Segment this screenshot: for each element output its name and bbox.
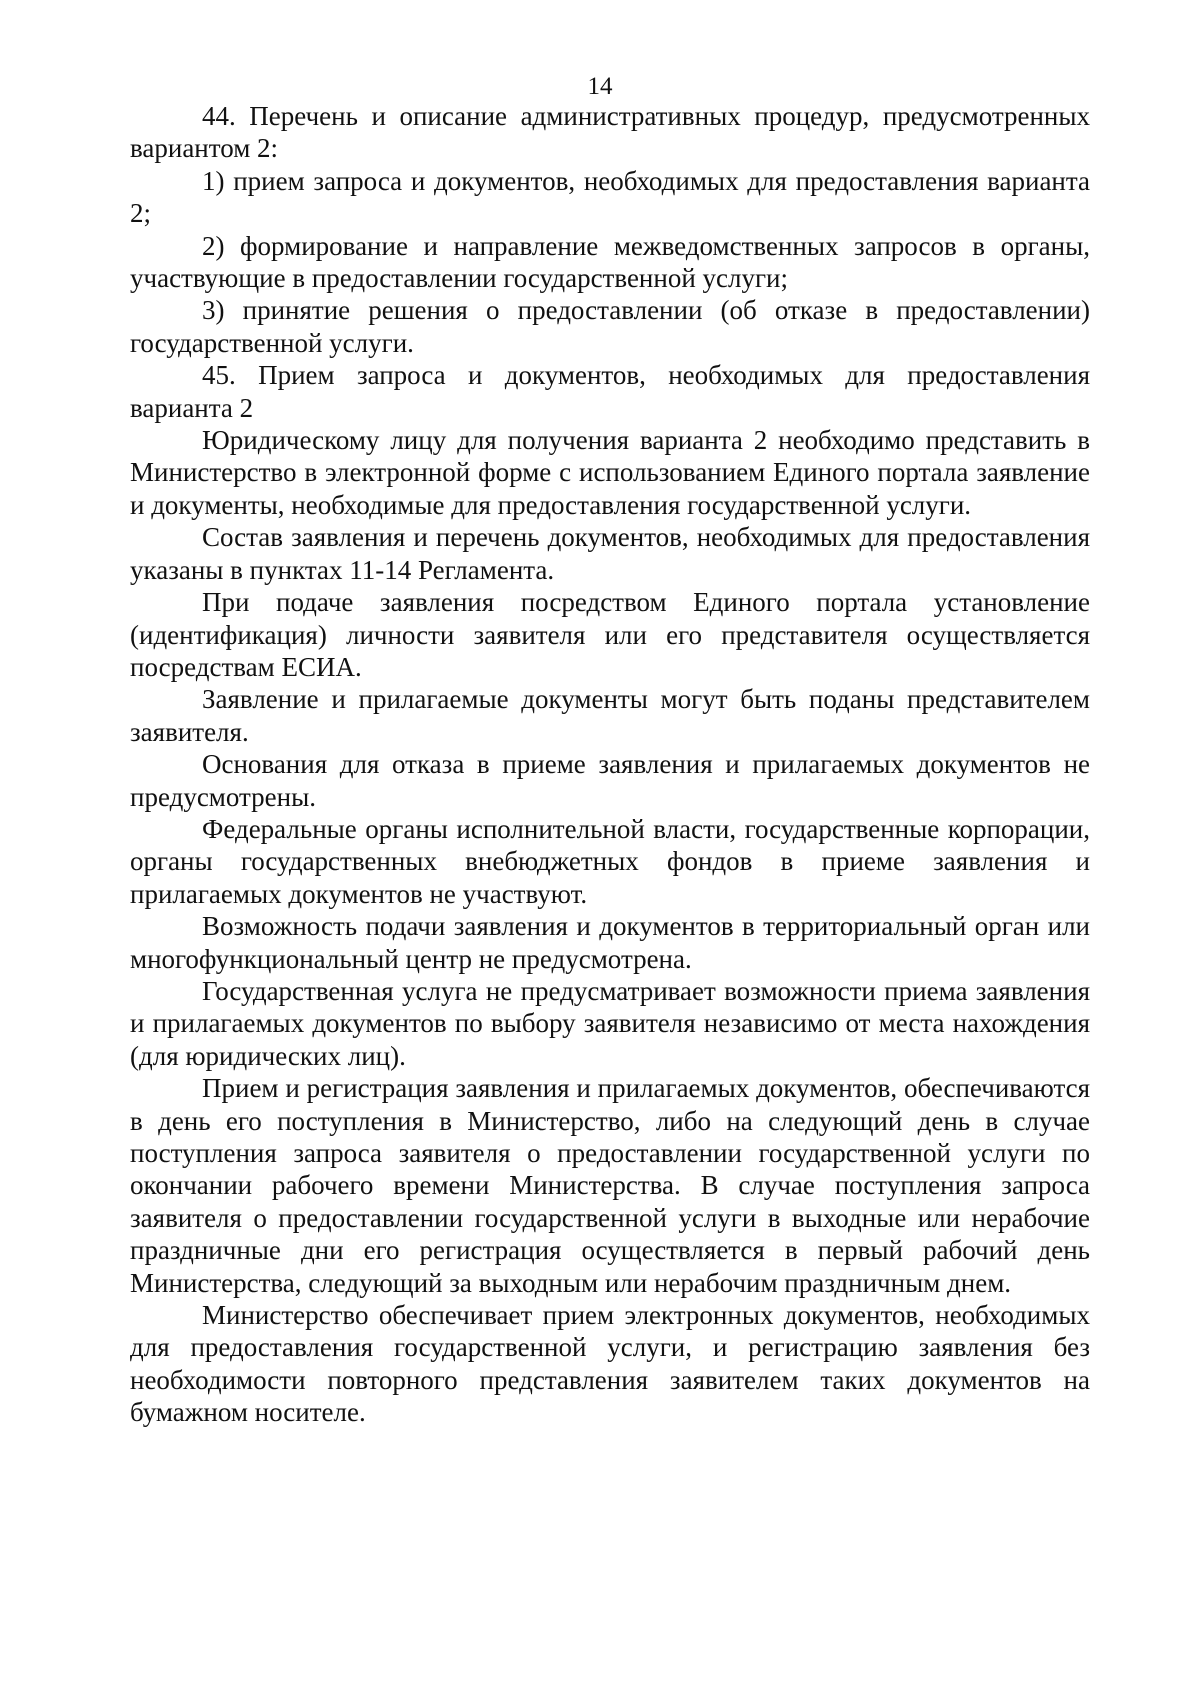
paragraph-refusal-grounds: Основания для отказа в приеме заявления и прилагаемых документов не предусмотрены. xyxy=(130,749,1090,812)
paragraph-45-heading: 45. Прием запроса и документов, необходимых для предоставления варианта 2 xyxy=(130,360,1090,423)
paragraph-representative: Заявление и прилагаемые документы могут быть поданы представителем заявителя. xyxy=(130,684,1090,747)
paragraph-federal-bodies: Федеральные органы исполнительной власти, государственные корпорации, органы государственных внебюджетных фондов в приеме заявления и прилагаемых документов не участвуют. xyxy=(130,813,1090,909)
paragraph-legal-entity: Юридическому лицу для получения варианта 2 необходимо представить в Министерство в электронной форме с использованием Единого портала заявление и документы, необходимые для предоставления государственной услуги. xyxy=(130,425,1090,520)
list-item-3: 3) принятие решения о предоставлении (об отказе в предоставлении) государственной услуги. xyxy=(130,295,1090,358)
paragraph-extraterritorial: Государственная услуга не предусматривает возможности приема заявления и прилагаемых документов по выбору заявителя независимо от места нахождения (для юридических лиц). xyxy=(130,975,1090,1071)
list-item-2: 2) формирование и направление межведомственных запросов в органы, участвующие в предоставлении государственной услуги; xyxy=(130,230,1090,294)
paragraph-registration: Прием и регистрация заявления и прилагаемых документов, обеспечиваются в день его поступления в Министерство, либо на следующий день в случае поступления запроса заявителя о предоставлении государственной услуги по окончании рабочего времени Министерства. В случае поступления запроса заявителя о предоставлении государственной услуги в выходные или нерабочие праздничные дни его регистрация осуществляется в первый рабочий день Министерства, следующий за выходным или нерабочим праздничным днем. xyxy=(130,1073,1090,1298)
paragraph-electronic-docs: Министерство обеспечивает прием электронных документов, необходимых для предоставления государственной услуги, и регистрацию заявления без необходимости повторного представления заявителем таких документов на бумажном носителе. xyxy=(130,1300,1090,1428)
paragraph-territorial: Возможность подачи заявления и документов в территориальный орган или многофункциональный центр не предусмотрена. xyxy=(130,911,1090,974)
paragraph-identification: При подаче заявления посредством Единого портала установление (идентификация) личности заявителя или его представителя осуществляется посредствам ЕСИА. xyxy=(130,587,1090,682)
list-item-1: 1) прием запроса и документов, необходимых для предоставления варианта 2; xyxy=(130,165,1090,229)
document-body xyxy=(130,100,1090,1429)
paragraph-44-heading: 44. Перечень и описание административных процедур, предусмотренных вариантом 2: xyxy=(130,101,1090,164)
paragraph-composition: Состав заявления и перечень документов, необходимых для предоставления указаны в пунктах 11-14 Регламента. xyxy=(130,522,1090,585)
page-number: 14 xyxy=(587,73,613,100)
